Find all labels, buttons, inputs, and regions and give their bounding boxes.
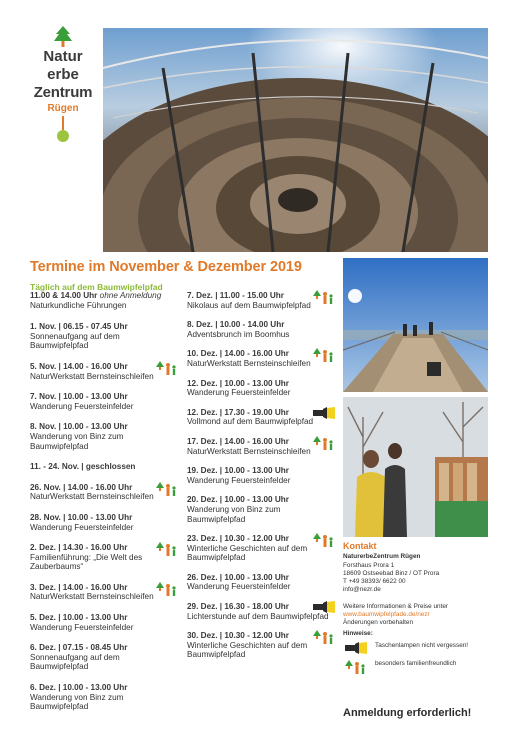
event-date-time: 3. Dez. | 14.00 - 16.00 Uhr [30,582,128,592]
event-date-time: 26. Nov. | 14.00 - 16.00 Uhr [30,482,133,492]
event-entry [30,462,180,472]
event-title: Wanderung Feuersteinfelder [30,622,134,632]
registration-required-note: Anmeldung erforderlich! [343,707,472,719]
event-title: NaturWerkstatt Bernsteinschleifen [187,358,311,368]
contact-name: NaturerbeZentrum Rügen [343,553,421,561]
flashlight-icon [313,601,335,616]
event-title: Wanderung von Binz zum Baumwipfelpfad [187,504,281,524]
event-title: Wanderung von Binz zum Baumwipfelpfad [30,431,124,451]
event-title: NaturWerkstatt Bernsteinschleifen [30,592,154,602]
event-title: NaturWerkstatt Bernsteinschleifen [30,492,154,502]
event-title: NaturWerkstatt Bernsteinschleifen [187,446,311,456]
page-title: Termine im November & Dezember 2019 [30,259,302,275]
legend-family [343,660,493,674]
contact-title: Kontakt [343,541,377,551]
daily-note: ohne Anmeldung [99,291,162,300]
event-entry [30,543,180,572]
flashlight-icon [345,642,367,654]
contact-phone: T +49 38393/ 6622 00 [343,578,406,586]
logo-text-natur: Natur [43,48,83,65]
event-date-time: 30. Dez. | 10.30 - 12.00 Uhr [187,631,289,641]
event-title: Familienführung: „Die Welt des Zauberbaums“ [30,552,143,572]
event-date-time: 19. Dez. | 10.00 - 13.00 Uhr [187,466,289,476]
logo [28,26,98,142]
website-link[interactable]: www.baumwipfelpfade.de/nezr [343,611,430,619]
event-entry [30,643,180,672]
event-entry [187,291,337,310]
event-date-time: 29. Dez. | 16.30 - 18.00 Uhr [187,602,289,612]
event-date-time: 23. Dez. | 10.30 - 12.00 Uhr [187,534,289,544]
events-column-1 [30,291,180,723]
photo-visitors [343,397,488,537]
hints-title: Hinweise: [343,629,373,637]
event-entry [187,349,337,368]
event-title: Wanderung Feuersteinfelder [187,475,291,485]
event-date-time: 12. Dez. | 10.00 - 13.00 Uhr [187,378,289,388]
event-date-time: 8. Dez. | 10.00 - 14.00 Uhr [187,320,285,330]
event-entry [187,408,337,427]
event-title: Vollmond auf dem Baumwipfelpfad [187,417,314,427]
event-entry [30,362,180,381]
daily-entry [30,291,180,310]
family-icon [345,660,367,674]
family-icon [313,436,335,453]
family-icon [313,533,335,550]
event-date-time: 6. Dez. | 07.15 - 08.45 Uhr [30,643,128,653]
daily-title: Täglich auf dem Baumwipfelpfad [30,282,163,292]
daily-time: 11.00 & 14.00 Uhr [30,291,98,300]
event-entry [30,683,180,712]
event-title: Winterliche Geschichten auf dem Baumwipfelpfad [187,543,308,563]
event-date-time: 1. Nov. | 06.15 - 07.45 Uhr [30,322,128,332]
changes-note: Änderungen vorbehalten [343,619,413,627]
event-date-time: 2. Dez. | 14.30 - 16.00 Uhr [30,543,128,553]
event-entry [30,483,180,502]
event-entry [187,437,337,456]
event-entry [187,631,337,660]
logo-stem [62,116,64,130]
event-title: Wanderung Feuersteinfelder [187,388,291,398]
photo-walkway [343,258,488,392]
event-entry [187,320,337,339]
logo-text-ruegen: Rügen [47,103,79,114]
event-title: Wanderung Feuersteinfelder [30,401,134,411]
hero-photo-tower [103,28,488,252]
family-icon [156,361,178,378]
contact-email[interactable]: info@nezr.de [343,586,381,594]
event-title: Adventsbrunch im Boomhus [187,329,290,339]
event-entry [30,322,180,351]
contact-section [343,542,493,674]
event-entry [187,379,337,398]
family-icon [156,482,178,499]
event-title: Wanderung Feuersteinfelder [30,522,134,532]
event-date-time: 20. Dez. | 10.00 - 13.00 Uhr [187,495,289,505]
event-entry [187,495,337,524]
event-title: Sonnenaufgang auf dem Baumwipfelpfad [30,652,120,672]
flashlight-icon [313,407,335,422]
event-date-time: 17. Dez. | 14.00 - 16.00 Uhr [187,436,289,446]
event-title: Wanderung Feuersteinfelder [187,582,291,592]
event-date-time: 8. Nov. | 10.00 - 13.00 Uhr [30,422,128,432]
hint-flashlight: Taschenlampen nicht vergessen! [375,641,469,649]
event-title: Nikolaus auf dem Baumwipfelpfad [187,300,311,310]
event-title: Wanderung von Binz zum Baumwipfelpfad [30,692,124,712]
event-title: Lichterstunde auf dem Baumwipfelpfad [187,611,329,621]
tree-logo-icon [53,26,73,48]
legend-flashlight [343,642,493,656]
event-title: Sonnenaufgang auf dem Baumwipfelpfad [30,331,120,351]
event-date-time: 5. Dez. | 10.00 - 13.00 Uhr [30,613,128,623]
family-icon [313,630,335,647]
family-icon [156,582,178,599]
event-entry [187,534,337,563]
daily-what: Naturkundliche Führungen [30,300,127,310]
event-entry [30,613,180,632]
event-entry [30,583,180,602]
event-entry [30,392,180,411]
event-entry [30,513,180,532]
event-date-time: 10. Dez. | 14.00 - 16.00 Uhr [187,349,289,359]
event-date-time: 28. Nov. | 10.00 - 13.00 Uhr [30,512,133,522]
family-icon [313,348,335,365]
event-date-time: 7. Nov. | 10.00 - 13.00 Uhr [30,392,128,402]
event-date-time: 6. Dez. | 10.00 - 13.00 Uhr [30,683,128,693]
event-date-time: 5. Nov. | 14.00 - 16.00 Uhr [30,361,128,371]
event-title: Winterliche Geschichten auf dem Baumwipfelpfad [187,640,308,660]
event-date-time: 26. Dez. | 10.00 - 13.00 Uhr [187,572,289,582]
event-entry [187,573,337,592]
logo-text-zentrum: Zentrum [33,84,93,101]
event-date-time: 11. - 24. Nov. | geschlossen [30,462,136,472]
contact-city: 18609 Ostseebad Binz / OT Prora [343,569,440,577]
event-title: NaturWerkstatt Bernsteinschleifen [30,371,154,381]
event-entry [30,422,180,451]
event-entry [187,602,337,621]
event-date-time: 7. Dez. | 11.00 - 15.00 Uhr [187,291,284,300]
event-date-time: 12. Dez. | 17.30 - 19.00 Uhr [187,407,289,417]
contact-street: Forsthaus Prora 1 [343,561,395,569]
hint-family: besonders familienfreundlich [375,659,457,667]
family-icon [313,290,335,307]
family-icon [156,542,178,559]
logo-text-erbe: erbe [47,66,79,83]
events-column-2 [187,291,337,670]
event-entry [187,466,337,485]
more-info-text: Weitere Informationen & Preise unter [343,602,449,610]
logo-dot [57,130,69,142]
